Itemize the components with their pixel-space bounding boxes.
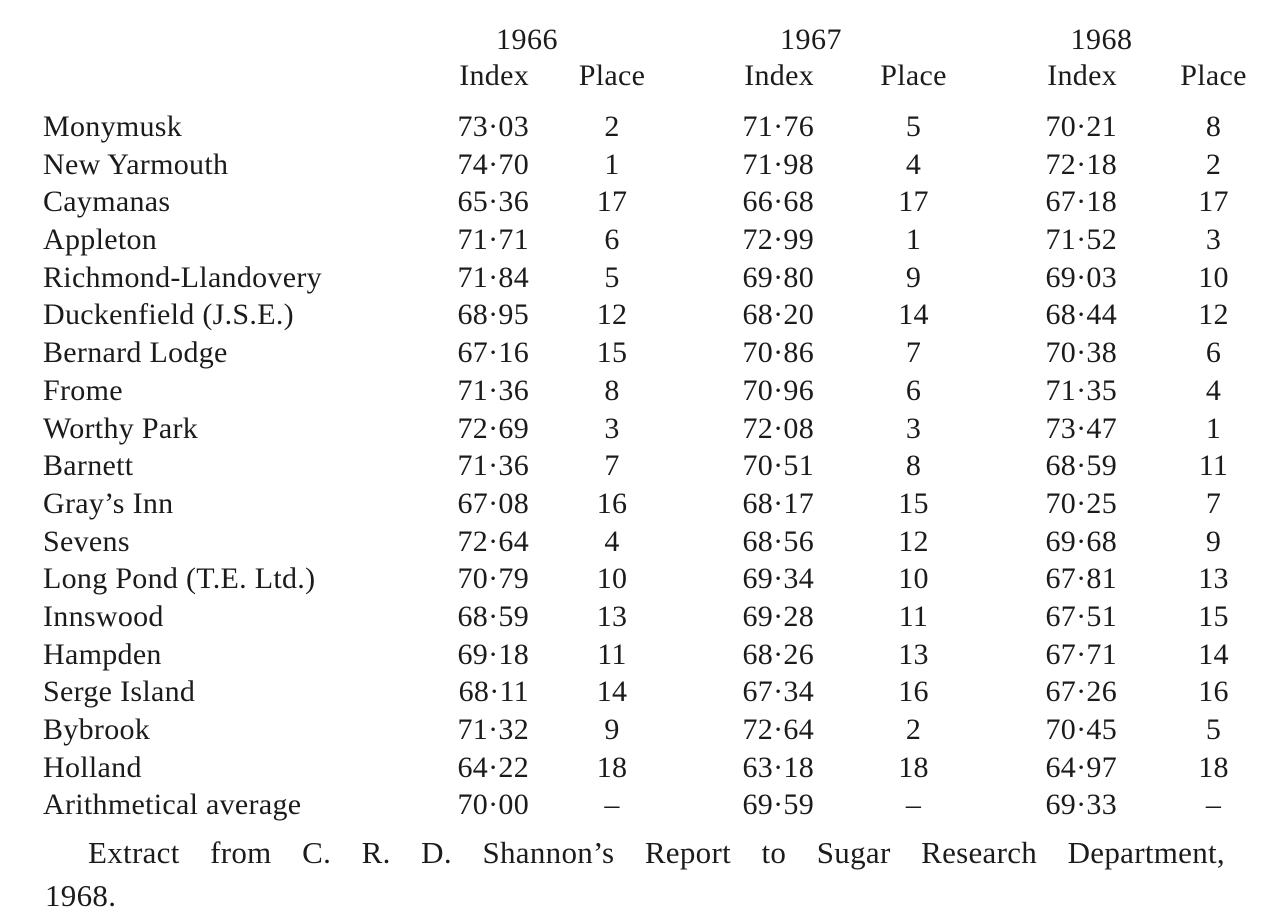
index-value-1966: 71·36	[457, 449, 529, 483]
estate-name: Richmond-Llandovery	[43, 260, 322, 294]
estate-name: Worthy Park	[43, 411, 199, 445]
place-value-1966: 15	[596, 336, 628, 370]
place-value-1968: 15	[1198, 599, 1229, 633]
table-row	[0, 259, 1268, 297]
year-header-1967: 1967	[780, 23, 842, 56]
index-value-1968: 73·47	[1045, 411, 1117, 445]
index-value-1967: 68·17	[742, 486, 814, 520]
estate-name: Holland	[43, 750, 142, 784]
estate-name: New Yarmouth	[43, 147, 229, 181]
place-value-1967: 10	[898, 562, 929, 596]
place-value-1967: 7	[905, 336, 922, 370]
place-value-1968: 18	[1198, 750, 1229, 784]
index-value-1966: 70·00	[457, 788, 529, 822]
place-value-1966: 8	[604, 373, 620, 407]
table-row	[0, 749, 1268, 787]
place-value-1967: 12	[898, 524, 929, 558]
place-value-1967: 2	[905, 713, 922, 746]
index-value-1967: 72·64	[742, 713, 814, 746]
index-value-1968: 68·44	[1045, 298, 1117, 332]
place-value-1967: 9	[905, 260, 922, 294]
index-value-1968: 71·35	[1045, 373, 1117, 407]
index-value-1966: 68·95	[457, 298, 529, 332]
index-header-1967: Index	[744, 59, 814, 92]
table-row	[0, 447, 1268, 485]
place-value-1968: 11	[1198, 449, 1229, 483]
place-value-1966: 4	[604, 524, 620, 558]
table-row	[0, 221, 1268, 259]
place-value-1968: 9	[1205, 524, 1222, 558]
index-value-1968: 67·51	[1045, 599, 1117, 633]
place-value-1966: 17	[596, 185, 628, 219]
index-value-1966: 72·69	[457, 411, 529, 445]
place-value-1968: 13	[1198, 562, 1229, 596]
estate-name: Duckenfield (J.S.E.)	[43, 298, 294, 332]
place-value-1968: 7	[1205, 486, 1222, 520]
table-row	[0, 410, 1268, 448]
index-value-1967: 70·96	[742, 373, 814, 407]
index-value-1966: 64·22	[457, 750, 529, 784]
index-value-1968: 69·03	[1045, 260, 1117, 294]
index-value-1966: 71·32	[457, 713, 529, 746]
table-row	[0, 560, 1268, 598]
index-value-1968: 68·59	[1045, 449, 1117, 483]
index-value-1967: 71·76	[742, 110, 814, 143]
place-value-1967: 5	[905, 110, 922, 143]
place-value-1966: 6	[604, 223, 620, 257]
index-value-1967: 68·26	[742, 637, 814, 671]
index-value-1968: 67·26	[1045, 675, 1117, 709]
place-value-1966: 14	[596, 675, 628, 709]
year-header-1968: 1968	[1070, 23, 1133, 56]
place-value-1966: 10	[596, 562, 628, 596]
place-value-1968: –	[1205, 788, 1222, 822]
index-value-1968: 67·18	[1045, 185, 1117, 219]
index-value-1966: 72·64	[457, 524, 529, 558]
place-value-1968: 14	[1198, 637, 1229, 671]
index-value-1967: 70·51	[742, 449, 814, 483]
place-value-1966: –	[604, 788, 620, 822]
place-value-1966: 9	[604, 713, 620, 746]
table-row	[0, 296, 1268, 334]
index-value-1968: 70·21	[1045, 110, 1117, 143]
index-value-1967: 67·34	[742, 675, 814, 709]
index-value-1966: 68·11	[458, 675, 529, 709]
estate-name: Barnett	[43, 449, 134, 483]
index-value-1966: 68·59	[457, 599, 529, 633]
place-value-1966: 12	[596, 298, 628, 332]
estate-name: Arithmetical average	[43, 788, 302, 822]
index-header-1968: Index	[1047, 59, 1117, 92]
index-value-1968: 72·18	[1045, 147, 1117, 181]
place-value-1967: 1	[905, 223, 922, 257]
index-value-1967: 69·34	[742, 562, 814, 596]
table-row	[0, 523, 1268, 561]
place-value-1966: 2	[604, 110, 620, 143]
index-value-1966: 67·16	[457, 336, 529, 370]
index-value-1967: 72·99	[742, 223, 814, 257]
place-value-1968: 17	[1198, 185, 1229, 219]
index-value-1967: 69·80	[742, 260, 814, 294]
index-value-1968: 67·81	[1045, 562, 1117, 596]
index-value-1967: 66·68	[742, 185, 814, 219]
place-value-1967: 17	[898, 185, 929, 219]
place-value-1967: 3	[905, 411, 922, 445]
estate-name: Bybrook	[43, 713, 151, 746]
index-value-1966: 71·84	[457, 260, 529, 294]
place-value-1967: 13	[898, 637, 929, 671]
year-header-row	[0, 0, 1268, 58]
place-value-1968: 8	[1205, 110, 1222, 143]
estate-name: Frome	[43, 373, 123, 407]
place-value-1966: 18	[596, 750, 628, 784]
estate-name: Hampden	[43, 637, 162, 671]
estate-name: Long Pond (T.E. Ltd.)	[43, 562, 316, 596]
index-value-1967: 71·98	[742, 147, 814, 181]
table-row	[0, 334, 1268, 372]
index-value-1966: 70·79	[457, 562, 529, 596]
year-header-1966: 1966	[496, 23, 558, 56]
place-value-1968: 6	[1205, 336, 1222, 370]
estate-name: Bernard Lodge	[43, 336, 228, 370]
place-value-1967: 18	[898, 750, 929, 784]
estate-name: Sevens	[43, 524, 130, 558]
place-value-1966: 5	[604, 260, 620, 294]
index-value-1968: 70·38	[1045, 336, 1117, 370]
place-value-1967: 11	[898, 599, 929, 633]
column-header-row	[0, 58, 1268, 96]
place-value-1967: –	[905, 788, 922, 822]
place-value-1968: 16	[1198, 675, 1229, 709]
place-value-1967: 6	[905, 373, 922, 407]
index-value-1966: 71·71	[457, 223, 529, 257]
index-value-1967: 68·56	[742, 524, 814, 558]
table-row	[0, 108, 1268, 146]
estate-name: Caymanas	[43, 185, 171, 219]
table-row	[0, 636, 1268, 674]
index-value-1967: 63·18	[742, 750, 814, 784]
index-value-1966: 71·36	[457, 373, 529, 407]
place-value-1967: 14	[898, 298, 929, 332]
index-value-1967: 68·20	[742, 298, 814, 332]
index-value-1967: 72·08	[742, 411, 814, 445]
table-body	[0, 108, 1268, 824]
table-row	[0, 146, 1268, 184]
table-row	[0, 598, 1268, 636]
source-note-line1: Extract from C. R. D. Shannon’s Report to Sugar Research Department,	[88, 835, 1225, 871]
place-value-1966: 11	[597, 637, 627, 671]
index-value-1968: 70·25	[1045, 486, 1117, 520]
index-header-1966: Index	[459, 59, 529, 92]
place-value-1968: 2	[1205, 147, 1222, 181]
place-value-1966: 7	[604, 449, 620, 483]
index-value-1966: 73·03	[457, 110, 529, 143]
place-value-1966: 13	[596, 599, 628, 633]
place-value-1968: 1	[1205, 411, 1222, 445]
estate-name: Serge Island	[43, 675, 196, 709]
index-value-1966: 67·08	[457, 486, 529, 520]
place-value-1967: 15	[898, 486, 929, 520]
place-header-1967: Place	[880, 59, 947, 92]
estate-name: Monymusk	[43, 110, 183, 143]
index-value-1968: 64·97	[1045, 750, 1117, 784]
estate-name: Gray’s Inn	[43, 486, 174, 520]
index-value-1967: 69·59	[742, 788, 814, 822]
table-row	[0, 183, 1268, 221]
place-header-1968: Place	[1180, 59, 1247, 92]
place-value-1967: 8	[905, 449, 922, 483]
table-row	[0, 786, 1268, 824]
table-row	[0, 711, 1268, 749]
name-column-spacer	[0, 22, 437, 58]
index-value-1968: 69·33	[1045, 788, 1117, 822]
index-value-1966: 74·70	[457, 147, 529, 181]
place-value-1968: 4	[1205, 373, 1222, 407]
place-value-1968: 3	[1205, 223, 1222, 257]
index-value-1968: 71·52	[1045, 223, 1117, 257]
place-value-1966: 16	[596, 486, 628, 520]
index-value-1967: 70·86	[742, 336, 814, 370]
place-value-1968: 12	[1198, 298, 1229, 332]
place-value-1968: 5	[1205, 713, 1222, 746]
table-row	[0, 372, 1268, 410]
index-value-1967: 69·28	[742, 599, 814, 633]
index-value-1966: 69·18	[457, 637, 529, 671]
place-value-1967: 4	[905, 147, 922, 181]
index-value-1968: 67·71	[1045, 637, 1117, 671]
estate-name: Appleton	[43, 223, 158, 257]
source-note-line2: 1968.	[45, 878, 117, 914]
place-value-1966: 1	[604, 147, 620, 181]
index-value-1968: 70·45	[1045, 713, 1117, 746]
name-column-spacer	[0, 58, 437, 96]
place-header-1966: Place	[578, 59, 646, 92]
estate-name: Innswood	[43, 599, 164, 633]
place-value-1966: 3	[604, 411, 620, 445]
table-row	[0, 485, 1268, 523]
place-value-1967: 16	[898, 675, 929, 709]
table-row	[0, 673, 1268, 711]
source-note	[0, 832, 1268, 916]
place-value-1968: 10	[1198, 260, 1229, 294]
index-value-1966: 65·36	[457, 185, 529, 219]
index-value-1968: 69·68	[1045, 524, 1117, 558]
